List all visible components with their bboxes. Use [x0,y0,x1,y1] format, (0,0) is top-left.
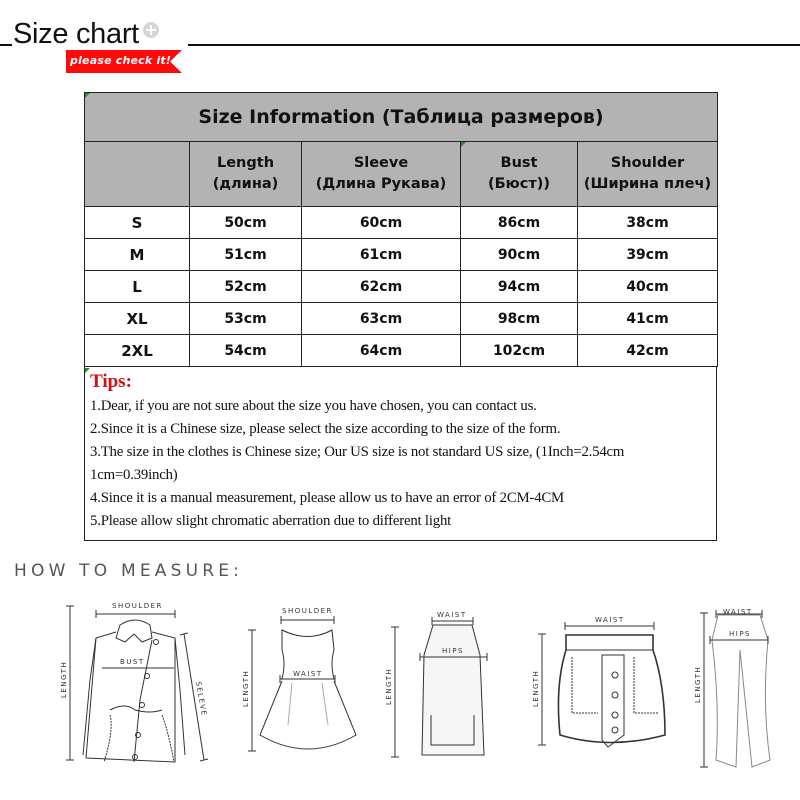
skirt-diagram [370,595,510,770]
waist-label: WAIST [437,611,467,619]
cell-shoulder: 41cm [578,303,718,335]
table-row [85,303,718,335]
table-row [85,207,718,239]
cell-shoulder: 38cm [578,207,718,239]
cell-bust: 98cm [461,303,578,335]
page-title: Size chart [13,18,139,50]
cell-sleeve: 62cm [302,271,461,303]
jacket-diagram [50,590,230,795]
length-label: LENGTH [60,660,68,698]
sleeve-label: SELEVE [194,680,209,718]
length-label: LENGTH [385,667,393,705]
cell-length: 50cm [190,207,302,239]
cell-length: 52cm [190,271,302,303]
shoulder-label: SHOULDER [112,602,163,610]
tip-line: 3.The size in the clothes is Chinese size; Our US size is not standard US size, (1Inch=2.54cm [90,444,625,460]
cell-sleeve: 63cm [302,303,461,335]
header-shoulder: Shoulder (Ширина плеч) [578,142,718,207]
cell-shoulder: 39cm [578,239,718,271]
cell-bust: 86cm [461,207,578,239]
table-header-row [85,142,718,207]
pants-diagram [670,595,800,800]
cell-size: L [85,271,190,303]
tip-line: 1cm=0.39inch) [90,467,178,483]
cell-sleeve: 61cm [302,239,461,271]
tips-box [84,367,717,541]
header-rule-right [188,44,800,46]
table-row [85,239,718,271]
cell-sleeve: 64cm [302,335,461,367]
how-to-measure-title: HOW TO MEASURE: [14,561,244,581]
hips-label: HIPS [442,647,464,655]
cell-bust: 102cm [461,335,578,367]
length-label: LENGTH [532,669,540,707]
tip-line: 4.Since it is a manual measurement, please allow us to have an error of 2CM-4CM [90,490,565,506]
waist-label: WAIST [723,608,753,616]
cell-marker [461,142,466,147]
cell-bust: 90cm [461,239,578,271]
cell-sleeve: 60cm [302,207,461,239]
cell-shoulder: 42cm [578,335,718,367]
dress-diagram [230,595,370,760]
header-rule-left [0,44,12,46]
waist-label: WAIST [595,616,625,624]
bust-label: BUST [120,658,145,666]
check-badge-text: please check it! [70,54,172,67]
header-size [85,142,190,207]
cell-shoulder: 40cm [578,271,718,303]
table-row [85,271,718,303]
cell-length: 51cm [190,239,302,271]
size-table [84,92,718,367]
cell-size: M [85,239,190,271]
cell-marker [85,93,90,98]
table-row [85,335,718,367]
length-label: LENGTH [694,665,702,703]
tip-line: 1.Dear, if you are not sure about the size you have chosen, you can contact us. [90,398,537,414]
tips-title: Tips: [90,371,132,392]
header-bust: Bust (Бюст)) [461,142,578,207]
plus-circle-icon [143,22,159,38]
shorts-diagram [510,595,680,760]
cell-size: S [85,207,190,239]
tip-line: 5.Please allow slight chromatic aberration due to different light [90,513,452,529]
cell-bust: 94cm [461,271,578,303]
hips-label: HIPS [729,630,751,638]
tip-line: 2.Since it is a Chinese size, please select the size according to the size of the form. [90,421,561,437]
header-sleeve: Sleeve (Длина Рукава) [302,142,461,207]
length-label: LENGTH [242,669,250,707]
cell-length: 53cm [190,303,302,335]
waist-label: WAIST [293,670,323,678]
cell-length: 54cm [190,335,302,367]
header-length: Length (длина) [190,142,302,207]
cell-size: 2XL [85,335,190,367]
table-title: Size Information (Таблица размеров) [85,93,718,142]
shoulder-label: SHOULDER [282,607,333,615]
cell-size: XL [85,303,190,335]
